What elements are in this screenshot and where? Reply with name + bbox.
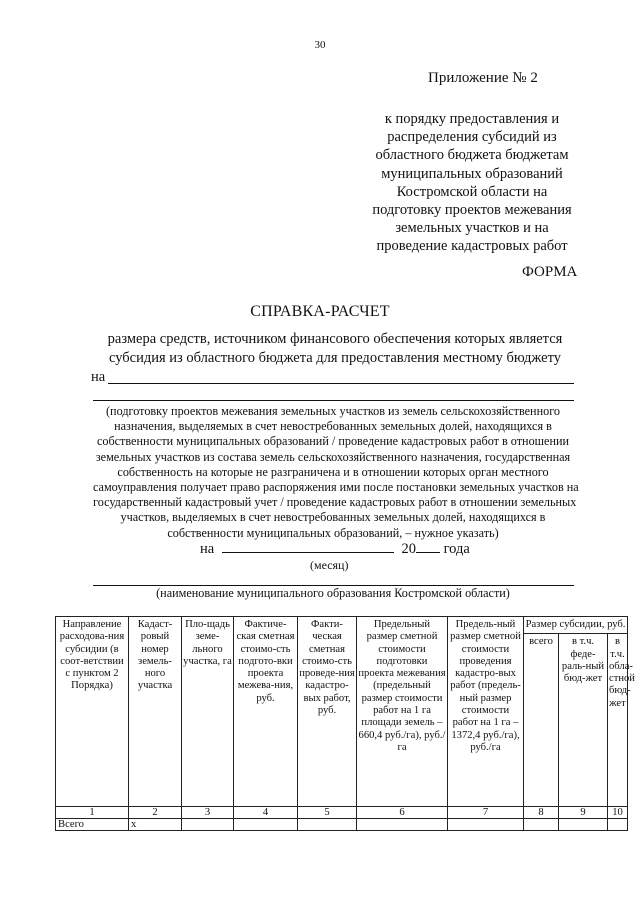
column-number: 10 [608, 807, 628, 819]
table-cell [298, 819, 357, 831]
total-label: Всего [56, 819, 129, 831]
purpose-fill-line-2 [93, 400, 574, 401]
purpose-prefix: на [91, 369, 106, 385]
note-line: собственности муниципальных образований / проведение кадастровых работ в отношении [96, 434, 570, 449]
note-line: земельных участков из состава земель сельскохозяйственного назначения, государственная [95, 449, 571, 464]
appendix-line: подготовку проектов межевания [372, 202, 572, 219]
appendix-title: Приложение № 2 [428, 70, 538, 86]
note-line: собственность на которые не разграничена и в отношении которых орган местного [117, 464, 549, 479]
document-subtitle [70, 330, 600, 368]
date-prefix: на [200, 541, 215, 557]
appendix-reference [360, 110, 584, 256]
appendix-line: областного бюджета бюджетам [375, 147, 569, 164]
column-number: 9 [559, 807, 608, 819]
form-label: ФОРМА [522, 264, 578, 280]
header-cell: Факти-ческая сметная стоимо-сть проведе-ния кадастро-вых работ, руб. [298, 617, 357, 807]
subheader-cell: в т.ч. обла-стной бюд-жет [608, 634, 628, 807]
subheader-cell: в т.ч. феде-раль-ный бюд-жет [559, 634, 608, 807]
note-line: собственности муниципальных образований, – нужное указать) [167, 525, 499, 540]
document-title: СПРАВКА-РАСЧЕТ [250, 303, 390, 320]
column-number: 5 [298, 807, 357, 819]
table-cell [559, 819, 608, 831]
subsidy-table [55, 616, 635, 831]
header-cell: Предель-ный размер сметной стоимости проведения кадастро-вых работ (предель-ный размер стоимости работ на 1 га – 1372,4 руб./га), руб./га [448, 617, 524, 807]
total-row [56, 819, 628, 831]
table-cell [357, 819, 448, 831]
date-suffix: года [443, 541, 470, 557]
header-row [56, 617, 628, 634]
total-marker: х [129, 819, 182, 831]
note-line: государственный кадастровый учет / проведение кадастровых работ в отношении земельных [93, 495, 577, 510]
appendix-line: земельных участков и на [395, 220, 549, 237]
column-number: 6 [357, 807, 448, 819]
header-cell: Направление расходова-ния субсидии (в соот-ветствии с пунктом 2 Порядка) [56, 617, 129, 807]
note-line: самоуправления получает право распоряжения ими после постановки земельных участков на [93, 480, 579, 495]
year-fill-line [416, 552, 440, 553]
appendix-line: распределения субсидий из [387, 129, 557, 146]
header-cell: Кадаст-ровый номер земель-ного участка [129, 617, 182, 807]
subheader-cell: всего [524, 634, 559, 807]
column-number: 4 [234, 807, 298, 819]
table-cell [182, 819, 234, 831]
appendix-line: муниципальных образований [381, 165, 563, 182]
table-cell [608, 819, 628, 831]
column-number: 3 [182, 807, 234, 819]
table-cell [524, 819, 559, 831]
date-row [200, 541, 470, 558]
subsidy-header-cell: Размер субсидии, руб. [524, 617, 628, 634]
year-prefix: 20 [401, 541, 416, 557]
municipality-caption: (наименование муниципального образования Костромской области) [156, 586, 510, 600]
column-number: 7 [448, 807, 524, 819]
month-fill-line [222, 552, 394, 553]
column-number: 2 [129, 807, 182, 819]
month-caption: (месяц) [310, 558, 349, 572]
appendix-line: Костромской области на [396, 183, 548, 200]
purpose-fill-line [108, 383, 574, 384]
appendix-line: к порядку предоставления и [384, 111, 560, 127]
column-number: 8 [524, 807, 559, 819]
table-cell [448, 819, 524, 831]
appendix-line: проведение кадастровых работ [376, 238, 568, 255]
purpose-note [93, 404, 579, 541]
column-number-row [56, 807, 628, 819]
subtitle-line: субсидия из областного бюджета для предоставления местному бюджету [108, 350, 561, 366]
header-cell: Пло-щадь земе-льного участка, га [182, 617, 234, 807]
column-number: 1 [56, 807, 129, 819]
page-number: 30 [314, 39, 326, 51]
note-line: участков, выделяемых в счет невостребованных земельных долей, находящихся в [120, 510, 546, 525]
note-line: назначения, выделяемых в счет невостребованных земельных долей, находящихся в [114, 419, 552, 434]
header-cell: Предельный размер сметной стоимости подготовки проекта межевания (предельный размер стоимости работ на 1 га площади земель – 660,4 руб./га), руб./га [357, 617, 448, 807]
subtitle-line: размера средств, источником финансового обеспечения которых является [107, 331, 563, 347]
header-cell: Фактиче-ская сметная стоимо-сть подгото-вки проекта межева-ния, руб. [234, 617, 298, 807]
note-line: (подготовку проектов межевания земельных участков из земель сельскохозяйственного [106, 404, 560, 418]
table-cell [234, 819, 298, 831]
